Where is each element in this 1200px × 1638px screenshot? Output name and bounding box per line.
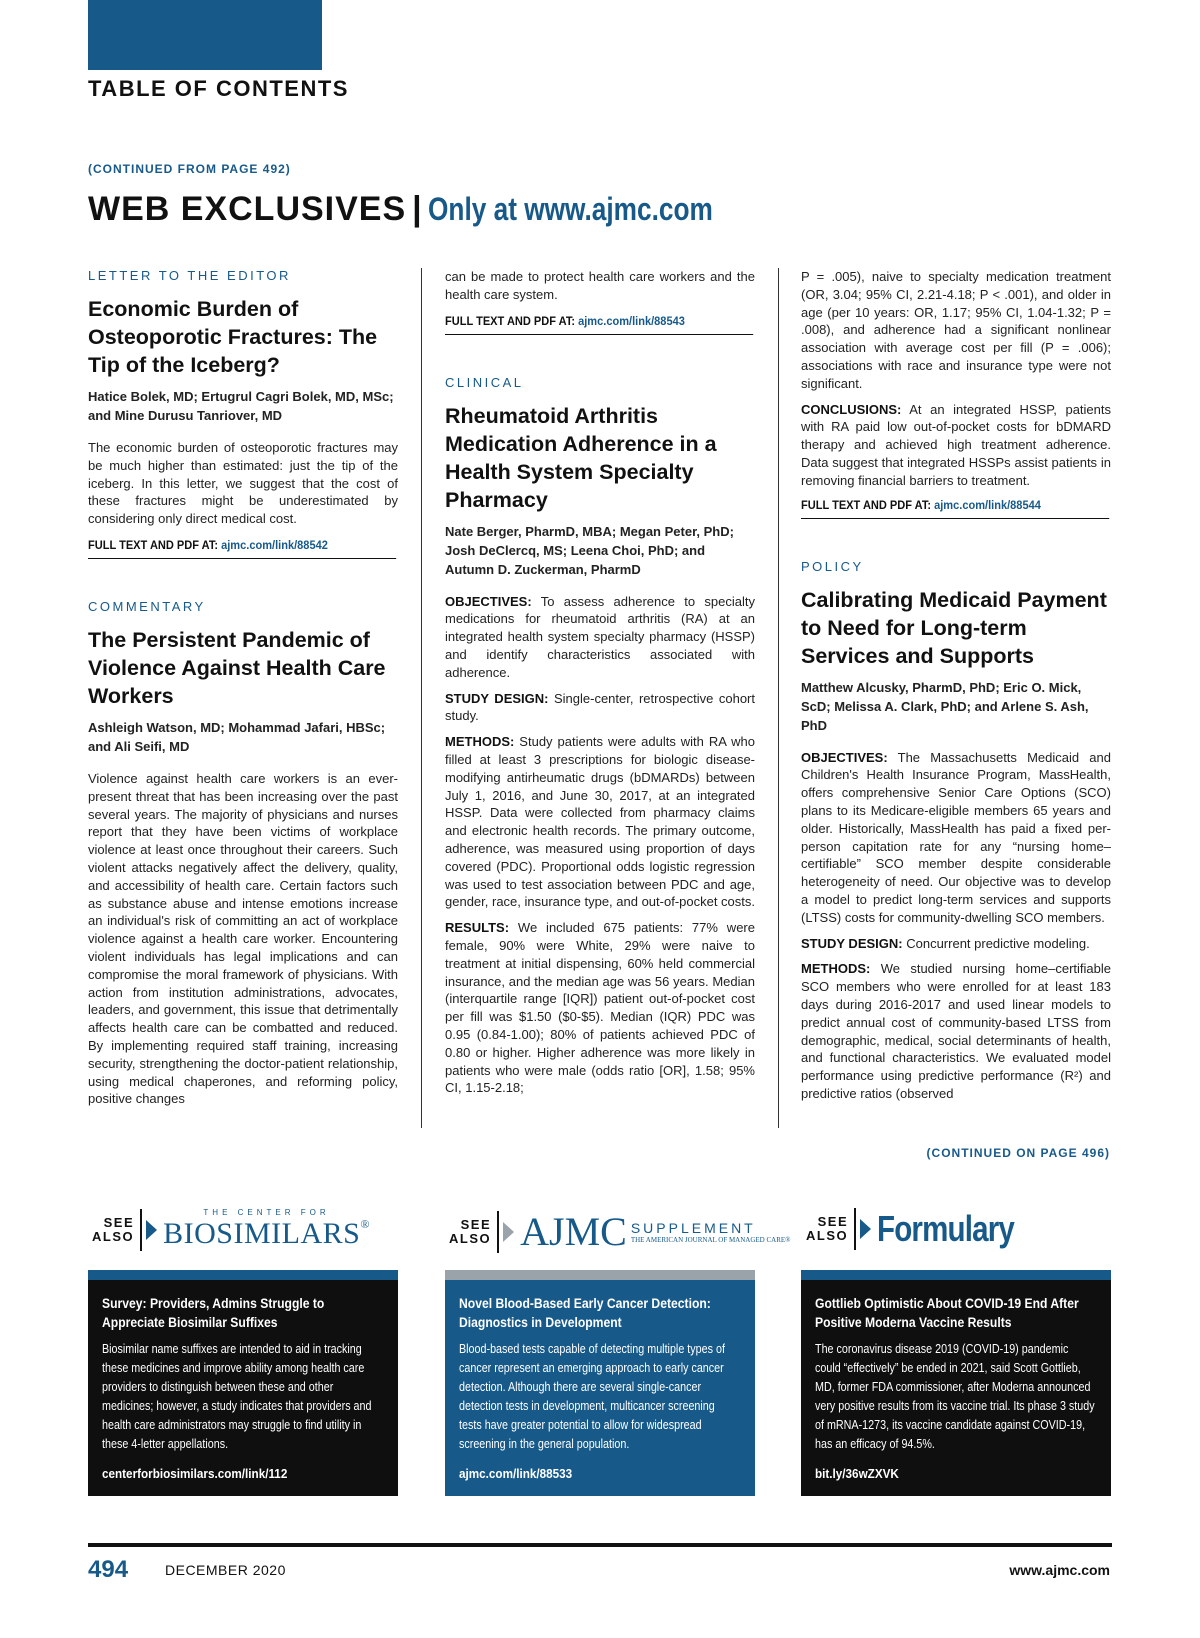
promo-title: Novel Blood-Based Early Cancer Detection: Diagnostics in Development	[459, 1296, 711, 1330]
full-text-line	[801, 498, 1109, 519]
registered-mark: ®	[360, 1217, 370, 1231]
methods-heading: METHODS:	[445, 734, 515, 750]
logo-tagline: THE CENTER FOR	[203, 1208, 330, 1217]
see-label: SEE	[460, 1216, 492, 1232]
promo-link[interactable]: centerforbiosimilars.com/link/112	[102, 1466, 288, 1481]
page-title	[88, 190, 775, 229]
article-abstract: The economic burden of osteoporotic fractures may be much higher than estimated: just the tip of the iceberg. In this letter, we suggest that the cost of these fractures might be underestimated by considering only direct medical cost.	[88, 440, 398, 527]
see-also-label	[92, 1216, 134, 1244]
results-paragraph	[445, 919, 755, 1097]
logo-divider	[140, 1209, 142, 1251]
issue-date: DECEMBER 2020	[165, 1562, 286, 1578]
article-link[interactable]: ajmc.com/link/88544	[934, 497, 1041, 512]
column-divider	[778, 268, 779, 1128]
article-category: COMMENTARY	[88, 598, 206, 614]
results-text: We included 675 patients: 77% were female, 90% were White, 29% were naive to treatment at initial dispensing, 60% held commercial insurance, and the median age was 56 years. Median (interquartile range [IQR]) patient out-of-pocket cost per fill was $1.50 ($0-$5). Median (IQR) PDC was 0.95 (0.84-1.00); 80% of patients achieved PDC of 0.80 or higher. Higher adherence was more likely in patients who were male (odds ratio [OR], 1.58; 95% CI, 1.15-2.18;	[445, 920, 755, 1096]
article-abstract: Violence against health care workers is an ever-present threat that has been increasing over the past several years. The majority of physicians and nurses report that they have been victims of workplace violence at least once throughout their careers. Such violent attacks negatively affect the delivery, quality, and accessibility of health care. Certain factors such as substance abuse and intense emotions increase an individual's risk of committing an act of workplace violence against a health care worker. Encountering violent individuals has legal implications and can compromise the moral framework of physicians. With action from institution administrations, advocates, leaders, and government, this issue that detrimentally affects health care can be combatted and reduced. By implementing required staff training, increasing security, strengthening the doctor-patient relationship, using medical chaperones, and reforming policy, positive changes	[88, 770, 398, 1107]
article-category: POLICY	[801, 558, 864, 574]
see-also-formulary[interactable]	[806, 1208, 1044, 1264]
logo-divider	[854, 1208, 856, 1250]
study-design-text: Concurrent predictive modeling.	[902, 935, 1090, 951]
objectives-heading: OBJECTIVES:	[801, 749, 888, 765]
article-category: CLINICAL	[445, 374, 524, 390]
continued-from-note: (CONTINUED FROM PAGE 492)	[88, 162, 291, 176]
conclusions-text: At an integrated HSSP, patients with RA paid low out-of-pocket costs for bDMARD therapy and achieved high treatment adherence. Data suggest that integrated HSSPs assist patients in removing financial barriers to treatment.	[801, 401, 1111, 488]
see-also-ajmc-supplement[interactable]	[449, 1208, 790, 1264]
journal-name: THE AMERICAN JOURNAL OF MANAGED CARE®	[630, 1235, 791, 1244]
methods-paragraph	[445, 733, 755, 911]
logo-wordmark: BIOSIMILARS	[163, 1217, 361, 1250]
footer-rule	[88, 1543, 1112, 1547]
article-authors: Hatice Bolek, MD; Ertugrul Cagri Bolek, MD, MSc; and Mine Durusu Tanriover, MD	[88, 389, 394, 423]
column-3	[801, 268, 1111, 1111]
results-continued: P = .005), naive to specialty medication treatment (OR, 3.04; 95% CI, 2.21-4.18; P < .001), and older in age (per 10 years: OR, 1.17; 95% CI, 1.04-1.32; P = .008), and adherence had a significant nonlinear association with average cost per fill (P = .006); associations with race and insurance type were not significant.	[801, 269, 1111, 391]
see-label: SEE	[103, 1214, 135, 1230]
objectives-text: To assess adherence to specialty medications for rheumatoid arthritis (RA) at an integrated health system specialty pharmacy (HSSP) and identify characteristics associated with adherence.	[445, 593, 755, 680]
see-also-label	[449, 1218, 491, 1246]
study-design-heading: STUDY DESIGN:	[445, 690, 549, 706]
article-abstract-continued: can be made to protect health care workers and the health care system.	[445, 269, 755, 302]
promo-body: The coronavirus disease 2019 (COVID-19) pandemic could “effectively” be ended in 2021, said Scott Gottlieb, MD, former FDA commissioner, after Moderna announced very positive results from its vaccine trial. Its phase 3 study of mRNA-1273, its vaccine candidate against COVID-19, has an efficacy of 94.5%.	[815, 1342, 1095, 1451]
article-link[interactable]: ajmc.com/link/88542	[221, 537, 328, 552]
full-text-label: FULL TEXT AND PDF AT:	[88, 537, 222, 552]
see-label: SEE	[817, 1214, 849, 1229]
article-title: The Persistent Pandemic of Violence Against Health Care Workers	[88, 627, 386, 708]
promo-link[interactable]: bit.ly/36wZXVK	[815, 1466, 899, 1481]
article-category: LETTER TO THE EDITOR	[88, 268, 291, 283]
full-text-label: FULL TEXT AND PDF AT:	[445, 313, 579, 328]
logo-divider	[497, 1211, 499, 1253]
article-authors: Nate Berger, PharmD, MBA; Megan Peter, PhD; Josh DeClercq, MS; Leena Choi, PhD; and Autumn D. Zuckerman, PharmD	[445, 523, 734, 577]
formulary-logo: Formulary	[877, 1208, 1015, 1249]
promo-title: Survey: Providers, Admins Struggle to Appreciate Biosimilar Suffixes	[102, 1296, 325, 1330]
promo-card[interactable]	[445, 1270, 755, 1496]
study-design-paragraph	[445, 690, 755, 726]
see-also-label	[806, 1215, 848, 1243]
objectives-paragraph	[801, 749, 1111, 927]
arrow-icon	[146, 1220, 157, 1240]
article-title: Rheumatoid Arthritis Medication Adherence in a Health System Specialty Pharmacy	[445, 403, 717, 512]
column-1	[88, 268, 398, 1118]
promo-title: Gottlieb Optimistic About COVID-19 End After Positive Moderna Vaccine Results	[815, 1296, 1079, 1330]
methods-text: We studied nursing home–certifiable SCO members who were enrolled for at least 183 days during 2016-2017 and used linear models to predict annual cost of community-based LTSS from demographic, medical, social determinants of health, and functional characteristics. We evaluated model performance using predictive performance (R²) and predictive ratios (observed	[801, 961, 1111, 1101]
article-title: Calibrating Medicaid Payment to Need for Long-term Services and Supports	[801, 587, 1107, 668]
website-subtitle[interactable]: Only at www.ajmc.com	[427, 191, 713, 227]
also-label: ALSO	[806, 1228, 849, 1243]
study-design-paragraph	[801, 935, 1111, 953]
supplement-label: SUPPLEMENT	[630, 1219, 756, 1236]
footer-website[interactable]: www.ajmc.com	[1009, 1562, 1110, 1578]
full-text-line	[88, 538, 396, 559]
article-authors: Matthew Alcusky, PharmD, PhD; Eric O. Mick, ScD; Melissa A. Clark, PhD; and Arlene S. Ash, PhD	[801, 679, 1089, 733]
also-label: ALSO	[449, 1230, 492, 1246]
article-authors: Ashleigh Watson, MD; Mohammad Jafari, HBSc; and Ali Seifi, MD	[88, 719, 386, 754]
column-2	[445, 268, 755, 1105]
promo-body: Blood-based tests capable of detecting multiple types of cancer represent an emerging approach to early cancer detection. Although there are several single-cancer detection tests in development, multicancer screening tests have greater potential to allow for widespread screening in the general population.	[459, 1342, 725, 1451]
see-also-biosimilars[interactable]	[92, 1208, 370, 1264]
supplement-mark	[631, 1220, 791, 1244]
continued-on-note: (CONTINUED ON PAGE 496)	[926, 1146, 1110, 1160]
biosimilars-logo	[163, 1208, 370, 1251]
conclusions-heading: CONCLUSIONS:	[801, 401, 902, 417]
methods-heading: METHODS:	[801, 961, 871, 977]
header-color-block	[88, 0, 322, 70]
web-exclusives-title: WEB EXCLUSIVES	[88, 190, 407, 228]
section-heading: TABLE OF CONTENTS	[88, 76, 349, 101]
study-design-heading: STUDY DESIGN:	[801, 935, 903, 951]
objectives-text: The Massachusetts Medicaid and Children's Health Insurance Program, MassHealth, offers comprehensive Senior Care Options (SCO) plans to its Medicare-eligible members 65 years and older. Historically, MassHealth has paid a fixed per-person capitation rate for any “nursing home–certifiable” SCO member despite considerable heterogeneity of need. Our objective was to develop a model to predict long-term services and supports (LTSS) costs for community-dwelling SCO members.	[801, 749, 1111, 925]
promo-card[interactable]	[88, 1270, 398, 1496]
also-label: ALSO	[92, 1228, 135, 1244]
article-link[interactable]: ajmc.com/link/88543	[578, 313, 685, 328]
methods-text: Study patients were adults with RA who filled at least 3 prescriptions for biologic disease-modifying antirheumatic drugs (bDMARDs) between July 1, 2016, and June 30, 2017, at an integrated HSSP. Data were collected from pharmacy claims and electronic health records. The primary outcome, adherence, was measured using proportion of days covered (PDC). Proportional odds logistic regression was used to test association between PDC and age, gender, race, insurance type, and out-of-pocket costs.	[445, 734, 756, 910]
page-number: 494	[88, 1556, 129, 1583]
ajmc-logo: AJMC	[520, 1209, 627, 1254]
promo-link[interactable]: ajmc.com/link/88533	[459, 1466, 573, 1481]
arrow-icon	[503, 1222, 514, 1242]
full-text-line	[445, 314, 753, 335]
study-design-text: Single-center, retrospective cohort study.	[445, 690, 755, 724]
methods-paragraph	[801, 960, 1111, 1102]
promo-card[interactable]	[801, 1270, 1111, 1496]
promo-body: Biosimilar name suffixes are intended to aid in tracking these medicines and improve ability among health care providers to distinguish between these and other medicines; however, a study indicates that providers and health care administrators may struggle to find utility in these 4-letter appellations.	[102, 1342, 372, 1451]
conclusions-paragraph	[801, 401, 1111, 490]
title-separator: |	[412, 190, 422, 228]
column-divider	[421, 268, 422, 1128]
arrow-icon	[860, 1219, 871, 1239]
objectives-paragraph	[445, 593, 755, 682]
article-title: Economic Burden of Osteoporotic Fractures: The Tip of the Iceberg?	[88, 297, 378, 377]
objectives-heading: OBJECTIVES:	[445, 593, 532, 609]
results-heading: RESULTS:	[445, 920, 510, 936]
full-text-label: FULL TEXT AND PDF AT:	[801, 497, 935, 512]
